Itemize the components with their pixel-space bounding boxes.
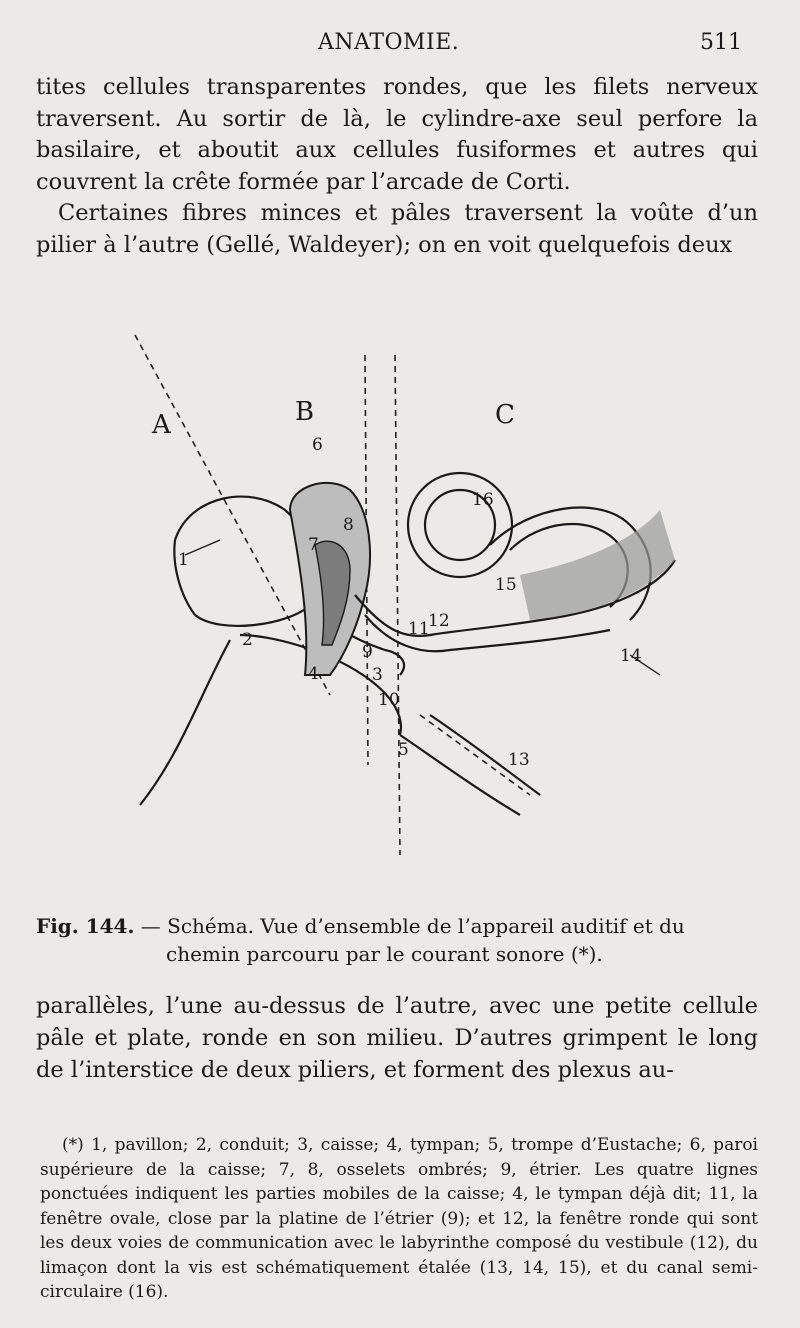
label-9: 9	[362, 642, 373, 662]
ear-schema-figure	[100, 295, 780, 895]
paragraph-continuation: tites cellules transparentes rondes, que les filets nerveux traversent. Au sortir de là, le cylindre-axe seul perfore la basilaire, et aboutit aux cellules fusiformes et autres qui couvrent la crête formée par l’arcade de Corti.	[36, 74, 758, 195]
paragraph-fibres: Certaines fibres minces et pâles traversent la voûte d’un pilier à l’autre (Gellé, Waldeyer); on en voit quelquefois deux	[36, 200, 758, 258]
label-7: 7	[308, 535, 319, 555]
label-12: 12	[428, 611, 450, 631]
label-13: 13	[508, 750, 530, 770]
paragraph-paralleles: parallèles, l’une au-dessus de l’autre, avec une petite cellule pâle et plate, ronde en son milieu. D’autres grimpent le long de l’interstice de deux piliers, et forment des plexus au-	[36, 993, 758, 1083]
cochlea-shading	[520, 510, 675, 620]
caption-text: Schéma. Vue d’ensemble de l’appareil auditif et du	[167, 914, 685, 938]
label-4: 4	[308, 664, 319, 684]
ear-schema-drawing	[100, 295, 780, 895]
label-A: A	[152, 410, 171, 440]
caption-label: Fig. 144.	[36, 914, 135, 938]
figure-caption	[36, 912, 758, 968]
region-letters	[151, 397, 515, 440]
page-number: 511	[700, 30, 742, 55]
label-5: 5	[398, 740, 409, 760]
page-header	[0, 30, 800, 60]
label-11: 11	[408, 619, 430, 639]
bottom-text	[36, 990, 758, 1086]
label-16: 16	[472, 490, 494, 510]
label-3: 3	[372, 665, 383, 685]
caption-text-line2: chemin parcouru par le courant sonore (*).	[166, 942, 603, 966]
label-10: 10	[378, 690, 400, 710]
running-head: ANATOMIE.	[318, 30, 460, 55]
footnote-text: (*) 1, pavillon; 2, conduit; 3, caisse; 4, tympan; 5, trompe d’Eustache; 6, paroi supérieure de la caisse; 7, 8, osselets ombrés; 9, étrier. Les quatre lignes ponctuées indiquent les parties mobiles de la caisse; 4, le tympan déjà dit; 11, la fenêtre ovale, close par la platine de l’étrier (9); et 12, la fenêtre ronde qui sont les deux voies de communication avec le labyrinthe composé du vestibule (12), du limaçon dont la vis est schématiquement étalée (13, 14, 15), et du canal semi-circulaire (16).	[40, 1135, 758, 1302]
label-C: C	[495, 400, 515, 430]
figure-footnote	[40, 1133, 758, 1305]
label-6: 6	[312, 435, 323, 455]
label-1: 1	[178, 550, 189, 570]
label-8: 8	[343, 515, 354, 535]
label-2: 2	[242, 630, 253, 650]
label-B: B	[295, 397, 315, 427]
caption-dash: —	[140, 914, 161, 938]
label-15: 15	[495, 575, 517, 595]
label-14: 14	[620, 646, 642, 666]
top-text	[36, 72, 758, 261]
